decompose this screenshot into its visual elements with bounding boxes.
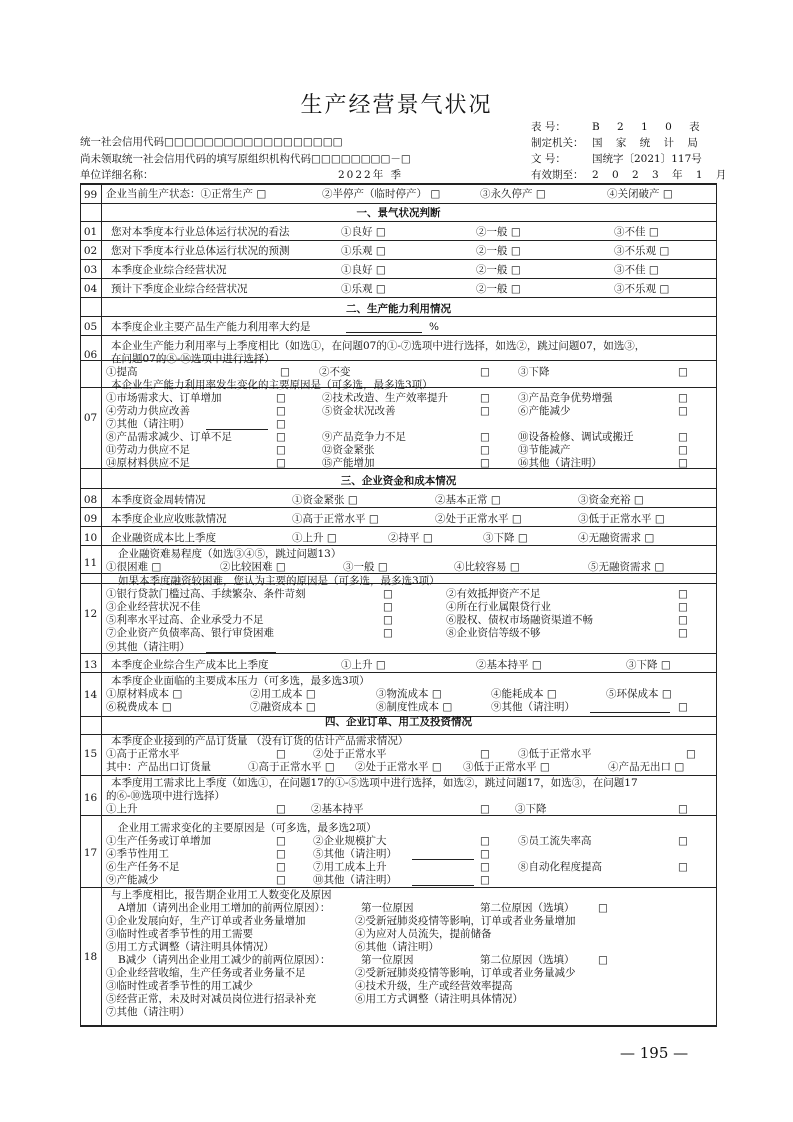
form-text: ⑬节能减产 bbox=[518, 444, 571, 456]
form-text: ①上升 □ bbox=[341, 659, 386, 671]
fill-line[interactable] bbox=[590, 701, 670, 713]
form-text: 本企业生产能力利用率与上季度相比（如选①，在问题07的①-⑦选项中进行选择，如选②，跳过问题07，如选③， bbox=[111, 340, 646, 352]
form-text: ①原材料成本 □ bbox=[106, 688, 183, 700]
form-text: 您对本季度本行业总体运行状况的看法 bbox=[111, 226, 290, 238]
form-text: □ bbox=[480, 431, 490, 443]
form-text: □ bbox=[276, 848, 286, 860]
form-text: □ bbox=[686, 748, 696, 760]
form-text: ④能耗成本 □ bbox=[491, 688, 557, 700]
form-text: □ bbox=[678, 803, 688, 815]
form-text: □ bbox=[276, 418, 286, 430]
form-text: ⑤利率水平过高、企业承受力不足 bbox=[106, 614, 264, 626]
form-text: ⑤资金状况改善 bbox=[322, 405, 396, 417]
form-text: ③资金充裕 □ bbox=[578, 494, 644, 506]
form-text: ⑥其他（请注明） bbox=[355, 941, 439, 953]
form-text: 预计下季度企业综合经营状况 bbox=[111, 283, 248, 295]
form-text: ③临时性或者季节性的用工减少 bbox=[106, 980, 253, 992]
question-number: 04 bbox=[83, 283, 98, 295]
form-text: □ bbox=[678, 444, 688, 456]
form-text: □ bbox=[678, 431, 688, 443]
row-rule bbox=[80, 221, 717, 222]
form-text: ⑭原材料供应不足 bbox=[106, 457, 190, 469]
form-text: ⑤员工流失率高 bbox=[518, 835, 592, 847]
question-number: 13 bbox=[83, 659, 98, 671]
form-no-value: B 2 1 0 表 bbox=[592, 121, 707, 133]
row-rule bbox=[80, 316, 717, 317]
page-number: — 195 — bbox=[620, 1044, 689, 1062]
form-text: ③企业经营状况不佳 bbox=[106, 601, 201, 613]
form-text: ③产品竞争优势增强 bbox=[518, 392, 613, 404]
form-text: 企业融资成本比上季度 bbox=[111, 532, 216, 544]
form-text: □ bbox=[678, 392, 688, 404]
report-period: 2022年 季 bbox=[338, 169, 404, 181]
form-text: ①良好 □ bbox=[341, 264, 386, 276]
form-text: ④关闭破产 □ bbox=[607, 188, 673, 200]
form-text: ⑨产能减少 bbox=[106, 874, 159, 886]
form-text: ⑤用工方式调整（请注明具体情况） bbox=[106, 941, 274, 953]
form-text: A增加（请列出企业用工增加的前两位原因）： bbox=[118, 902, 331, 914]
form-text: ②受新冠肺炎疫情等影响，订单或者业务量减少 bbox=[355, 967, 576, 979]
row-rule bbox=[80, 203, 717, 204]
form-text: ①高于正常水平 □ bbox=[292, 513, 379, 525]
form-text: ②基本持平 □ bbox=[476, 659, 542, 671]
form-text: ②不变 bbox=[319, 366, 351, 378]
form-text: ⑥生产任务不足 bbox=[106, 861, 180, 873]
fill-line[interactable] bbox=[412, 848, 474, 860]
doc-no-label: 文 号： bbox=[531, 153, 566, 165]
form-text: 本季度企业面临的主要成本压力（可多选，最多选3项） bbox=[111, 675, 370, 687]
form-text: ②用工成本 □ bbox=[250, 688, 316, 700]
valid-until-label: 有效期至： bbox=[531, 169, 584, 181]
section-heading: 三、企业资金和成本情况 bbox=[340, 475, 457, 487]
form-text: ⑫资金紧张 bbox=[322, 444, 375, 456]
form-text: ②一般 □ bbox=[476, 226, 521, 238]
form-text: □ bbox=[678, 614, 688, 626]
form-text: ②一般 □ bbox=[476, 283, 521, 295]
doc-no-value: 国统字〔2021〕117号 bbox=[592, 153, 702, 165]
form-text: ③不乐观 □ bbox=[614, 283, 670, 295]
form-text: □ bbox=[480, 366, 490, 378]
row-rule bbox=[80, 240, 717, 241]
form-text: ⑥用工方式调整（请注明具体情况） bbox=[355, 993, 523, 1005]
form-text: 第一位原因 bbox=[361, 954, 414, 966]
form-text: □ bbox=[598, 902, 608, 914]
form-text: ②有效抵押资产不足 bbox=[446, 588, 541, 600]
form-text: ②一般 □ bbox=[476, 264, 521, 276]
row-rule bbox=[80, 335, 717, 336]
row-rule bbox=[80, 278, 717, 279]
form-text: ⑨产品竞争力不足 bbox=[322, 431, 406, 443]
form-text: ②比较困难 □ bbox=[220, 561, 286, 573]
form-text: ③下降 □ bbox=[483, 532, 528, 544]
form-text: ④产品无出口 □ bbox=[608, 761, 685, 773]
fill-line[interactable] bbox=[206, 418, 268, 430]
fill-line[interactable] bbox=[206, 641, 276, 653]
form-text: □ bbox=[383, 588, 393, 600]
question-number: 08 bbox=[83, 494, 98, 506]
form-text: ③不佳 □ bbox=[614, 264, 659, 276]
form-text: □ bbox=[276, 835, 286, 847]
form-text: ③一般 □ bbox=[343, 561, 388, 573]
form-text: ②基本持平 bbox=[311, 803, 364, 815]
question-number: 11 bbox=[83, 557, 98, 569]
form-text: ⑩其他（请注明） bbox=[313, 874, 397, 886]
form-text: 本季度资金周转情况 bbox=[111, 494, 206, 506]
form-text: □ bbox=[678, 601, 688, 613]
form-text: ⑦企业资产负债率高、银行审贷困难 bbox=[106, 627, 274, 639]
form-text: □ bbox=[678, 861, 688, 873]
form-text: 本季度企业综合经营状况 bbox=[111, 264, 227, 276]
question-number: 17 bbox=[83, 847, 98, 859]
form-text: ⑨其他（请注明） bbox=[491, 701, 575, 713]
form-text: 企业当前生产状态：①正常生产 □ bbox=[106, 188, 267, 200]
form-text: ⑤经营正常，未及时对减员岗位进行招录补充 bbox=[106, 993, 316, 1005]
form-text: ⑥股权、债权市场融资渠道不畅 bbox=[446, 614, 593, 626]
form-text: ②基本正常 □ bbox=[435, 494, 501, 506]
form-text: 本季度企业综合生产成本比上季度 bbox=[111, 659, 269, 671]
form-text: □ bbox=[480, 874, 490, 886]
form-text: ①企业发展向好，生产订单或者业务量增加 bbox=[106, 915, 306, 927]
form-text: □ bbox=[678, 588, 688, 600]
form-text: ①企业经营收缩，生产任务或者业务量不足 bbox=[106, 967, 306, 979]
credit-code-line: 统一社会信用代码□□□□□□□□□□□□□□□□□□ bbox=[80, 136, 343, 148]
form-text: □ bbox=[678, 457, 688, 469]
form-text: ③下降 □ bbox=[626, 659, 671, 671]
form-text: □ bbox=[480, 748, 490, 760]
form-text: 第一位原因 bbox=[361, 902, 414, 914]
form-text: □ bbox=[480, 835, 490, 847]
form-text: ⑧制度性成本 □ bbox=[376, 701, 453, 713]
form-text: ②处于正常水平 bbox=[313, 748, 387, 760]
form-text: □ bbox=[678, 835, 688, 847]
question-number: 03 bbox=[83, 264, 98, 276]
form-text: 的⑥-⑩选项中进行选择） bbox=[106, 790, 226, 802]
form-text: ②持平 □ bbox=[388, 532, 433, 544]
question-number: 07 bbox=[83, 412, 98, 424]
form-text: □ bbox=[480, 803, 490, 815]
form-text: ①银行贷款门槛过高、手续繁杂、条件苛刻 bbox=[106, 588, 306, 600]
form-text: 本季度用工需求比上季度（如选①，在问题17的①-⑤选项中进行选择，如选②，跳过问题17，如选③，在问题17 bbox=[111, 777, 638, 789]
question-number: 10 bbox=[83, 532, 98, 544]
form-text: ⑦融资成本 □ bbox=[250, 701, 316, 713]
form-text: □ bbox=[383, 627, 393, 639]
form-text: ④比较容易 □ bbox=[454, 561, 520, 573]
row-rule bbox=[80, 297, 717, 298]
form-text: □ bbox=[678, 701, 688, 713]
form-text: ⑪劳动力供应不足 bbox=[106, 444, 190, 456]
form-text: ⑧企业资信等级不够 bbox=[446, 627, 541, 639]
form-text: □ bbox=[480, 457, 490, 469]
question-number: 09 bbox=[83, 513, 98, 525]
section-heading: 四、企业订单、用工及投资情况 bbox=[325, 716, 472, 728]
form-text: ②技术改造、生产效率提升 bbox=[322, 392, 448, 404]
form-text: ①上升 bbox=[106, 803, 138, 815]
fill-line[interactable] bbox=[412, 874, 474, 886]
form-text: ③临时性或者季节性的用工需要 bbox=[106, 928, 253, 940]
form-text: □ bbox=[276, 405, 286, 417]
row-rule bbox=[80, 507, 717, 508]
form-text: 如果本季度融资较困难，您认为主要的原因是（可多选，最多选3项） bbox=[118, 575, 440, 587]
form-text: ①生产任务或订单增加 bbox=[106, 835, 211, 847]
form-text: □ bbox=[276, 748, 286, 760]
form-text: ⑦用工成本上升 bbox=[313, 861, 387, 873]
form-text: ④为应对人员流失，提前储备 bbox=[355, 928, 492, 940]
form-text: ④无融资需求 □ bbox=[578, 532, 655, 544]
form-text: ①高于正常水平 □ bbox=[248, 761, 335, 773]
form-text: ①很困难 □ bbox=[106, 561, 162, 573]
form-text: □ bbox=[276, 861, 286, 873]
form-text: □ bbox=[678, 627, 688, 639]
form-text: 企业融资难易程度（如选③④⑤，跳过问题13） bbox=[118, 548, 342, 560]
form-text: 第二位原因（选填） bbox=[480, 954, 575, 966]
section-heading: 一、景气状况判断 bbox=[356, 207, 441, 219]
form-text: % bbox=[429, 321, 439, 333]
row-rule bbox=[80, 887, 717, 888]
form-text: ⑩设备检修、调试或搬迁 bbox=[518, 431, 634, 443]
table-bottom-rule bbox=[80, 1025, 717, 1027]
form-text: ⑨其他（请注明） bbox=[106, 641, 190, 653]
form-text: 本企业生产能力利用率发生变化的主要原因是（可多选，最多选3项） bbox=[111, 379, 433, 391]
question-number: 01 bbox=[83, 226, 98, 238]
form-text: ④季节性用工 bbox=[106, 848, 169, 860]
form-text: ④所在行业属限贷行业 bbox=[446, 601, 551, 613]
form-text: □ bbox=[678, 405, 688, 417]
form-text: ②一般 □ bbox=[476, 245, 521, 257]
form-text: ③不佳 □ bbox=[614, 226, 659, 238]
form-text: ⑤环保成本 □ bbox=[606, 688, 672, 700]
fill-line[interactable] bbox=[618, 457, 670, 469]
form-text: 本季度企业主要产品生产能力利用率大约是 bbox=[111, 321, 311, 333]
row-rule bbox=[80, 545, 717, 546]
form-text: ⑤其他（请注明） bbox=[313, 848, 397, 860]
fill-line[interactable] bbox=[346, 321, 422, 333]
form-text: ⑥产能减少 bbox=[518, 405, 571, 417]
form-text: 其中：产品出口订货量 bbox=[106, 761, 211, 773]
form-text: ②受新冠肺炎疫情等影响，订单或者业务量增加 bbox=[355, 915, 576, 927]
form-text: ①乐观 □ bbox=[341, 283, 386, 295]
row-rule bbox=[80, 488, 717, 489]
form-text: □ bbox=[276, 392, 286, 404]
valid-until-value: 2 0 2 3 年 1 月 bbox=[592, 169, 732, 181]
question-number: 15 bbox=[83, 748, 98, 760]
form-text: □ bbox=[480, 861, 490, 873]
form-text: ④技术升级，生产或经营效率提高 bbox=[355, 980, 513, 992]
authority-label: 制定机关： bbox=[531, 137, 584, 149]
form-text: □ bbox=[280, 366, 290, 378]
form-text: ③低于正常水平 □ bbox=[463, 761, 550, 773]
form-text: ⑯其他（请注明） bbox=[518, 457, 602, 469]
form-text: □ bbox=[276, 874, 286, 886]
question-number: 05 bbox=[83, 321, 98, 333]
form-text: 本季度企业接到的产品订货量 （没有订货的估计产品需求情况） bbox=[111, 735, 409, 747]
question-number: 02 bbox=[83, 245, 98, 257]
org-code-line: 尚未领取统一社会信用代码的填写原组织机构代码□□□□□□□□－□ bbox=[80, 153, 411, 165]
form-text: ②半停产（临时停产） □ bbox=[322, 188, 441, 200]
form-text: 与上季度相比，报告期企业用工人数变化及原因 bbox=[111, 889, 332, 901]
authority-value: 国 家 统 计 局 bbox=[592, 137, 703, 149]
form-text: □ bbox=[480, 405, 490, 417]
form-text: ③下降 bbox=[518, 366, 550, 378]
form-text: ①提高 bbox=[106, 366, 138, 378]
form-text: 您对下季度本行业总体运行状况的预测 bbox=[111, 245, 290, 257]
table-top-rule bbox=[80, 183, 717, 185]
form-text: □ bbox=[276, 444, 286, 456]
form-text: ③不乐观 □ bbox=[614, 245, 670, 257]
row-rule bbox=[80, 259, 717, 260]
question-number: 14 bbox=[83, 689, 98, 701]
form-text: 第二位原因（选填） bbox=[480, 902, 575, 914]
form-text: ⑥税费成本 □ bbox=[106, 701, 172, 713]
form-text: 在问题07的⑧-⑯选项中进行选择） bbox=[111, 353, 275, 365]
row-rule bbox=[80, 815, 717, 816]
form-text: □ bbox=[276, 431, 286, 443]
form-text: ⑮产能增加 bbox=[322, 457, 375, 469]
form-text: 本季度企业应收账款情况 bbox=[111, 513, 227, 525]
question-number: 16 bbox=[83, 792, 98, 804]
question-number: 99 bbox=[83, 189, 98, 201]
section-heading: 二、生产能力利用情况 bbox=[346, 303, 451, 315]
form-text: ①乐观 □ bbox=[341, 245, 386, 257]
form-text: ①市场需求大、订单增加 bbox=[106, 392, 222, 404]
unit-name-label: 单位详细名称： bbox=[80, 169, 154, 181]
form-text: ⑤无融资需求 □ bbox=[588, 561, 665, 573]
form-text: ②处于正常水平 □ bbox=[355, 761, 442, 773]
form-text: ⑧自动化程度提高 bbox=[518, 861, 602, 873]
form-text: ③永久停产 □ bbox=[480, 188, 546, 200]
form-text: □ bbox=[678, 366, 688, 378]
question-number: 12 bbox=[83, 608, 98, 620]
form-no-label: 表 号： bbox=[531, 121, 566, 133]
form-text: ⑦其他（请注明） bbox=[106, 1006, 190, 1018]
form-text: □ bbox=[480, 392, 490, 404]
form-text: □ bbox=[383, 614, 393, 626]
form-text: ③物流成本 □ bbox=[376, 688, 442, 700]
form-title: 生产经营景气状况 bbox=[300, 93, 493, 118]
form-text: ③下降 bbox=[515, 803, 547, 815]
form-text: □ bbox=[383, 601, 393, 613]
form-text: □ bbox=[276, 457, 286, 469]
form-text: B减少（请列出企业用工减少的前两位原因）： bbox=[118, 954, 331, 966]
row-rule bbox=[80, 775, 717, 776]
row-rule bbox=[80, 672, 717, 673]
form-text: □ bbox=[598, 954, 608, 966]
form-text: □ bbox=[480, 444, 490, 456]
form-text: ①资金紧张 □ bbox=[292, 494, 358, 506]
question-number: 18 bbox=[83, 951, 98, 963]
form-text: 企业用工需求变化的主要原因是（可多选，最多选2项） bbox=[118, 822, 377, 834]
row-rule bbox=[80, 526, 717, 527]
form-text: ①良好 □ bbox=[341, 226, 386, 238]
form-text: ⑧产品需求减少、订单不足 bbox=[106, 431, 232, 443]
form-text: ③低于正常水平 bbox=[518, 748, 592, 760]
form-text: ①高于正常水平 bbox=[106, 748, 180, 760]
form-text: □ bbox=[276, 803, 286, 815]
form-text: ④劳动力供应改善 bbox=[106, 405, 190, 417]
form-text: ③低于正常水平 □ bbox=[578, 513, 665, 525]
form-text: ②企业规模扩大 bbox=[313, 835, 387, 847]
question-number: 06 bbox=[83, 349, 98, 361]
form-text: ①上升 □ bbox=[292, 532, 337, 544]
form-text: ②处于正常水平 □ bbox=[435, 513, 522, 525]
form-text: ⑦其他（请注明） bbox=[106, 418, 190, 430]
form-text: □ bbox=[480, 848, 490, 860]
